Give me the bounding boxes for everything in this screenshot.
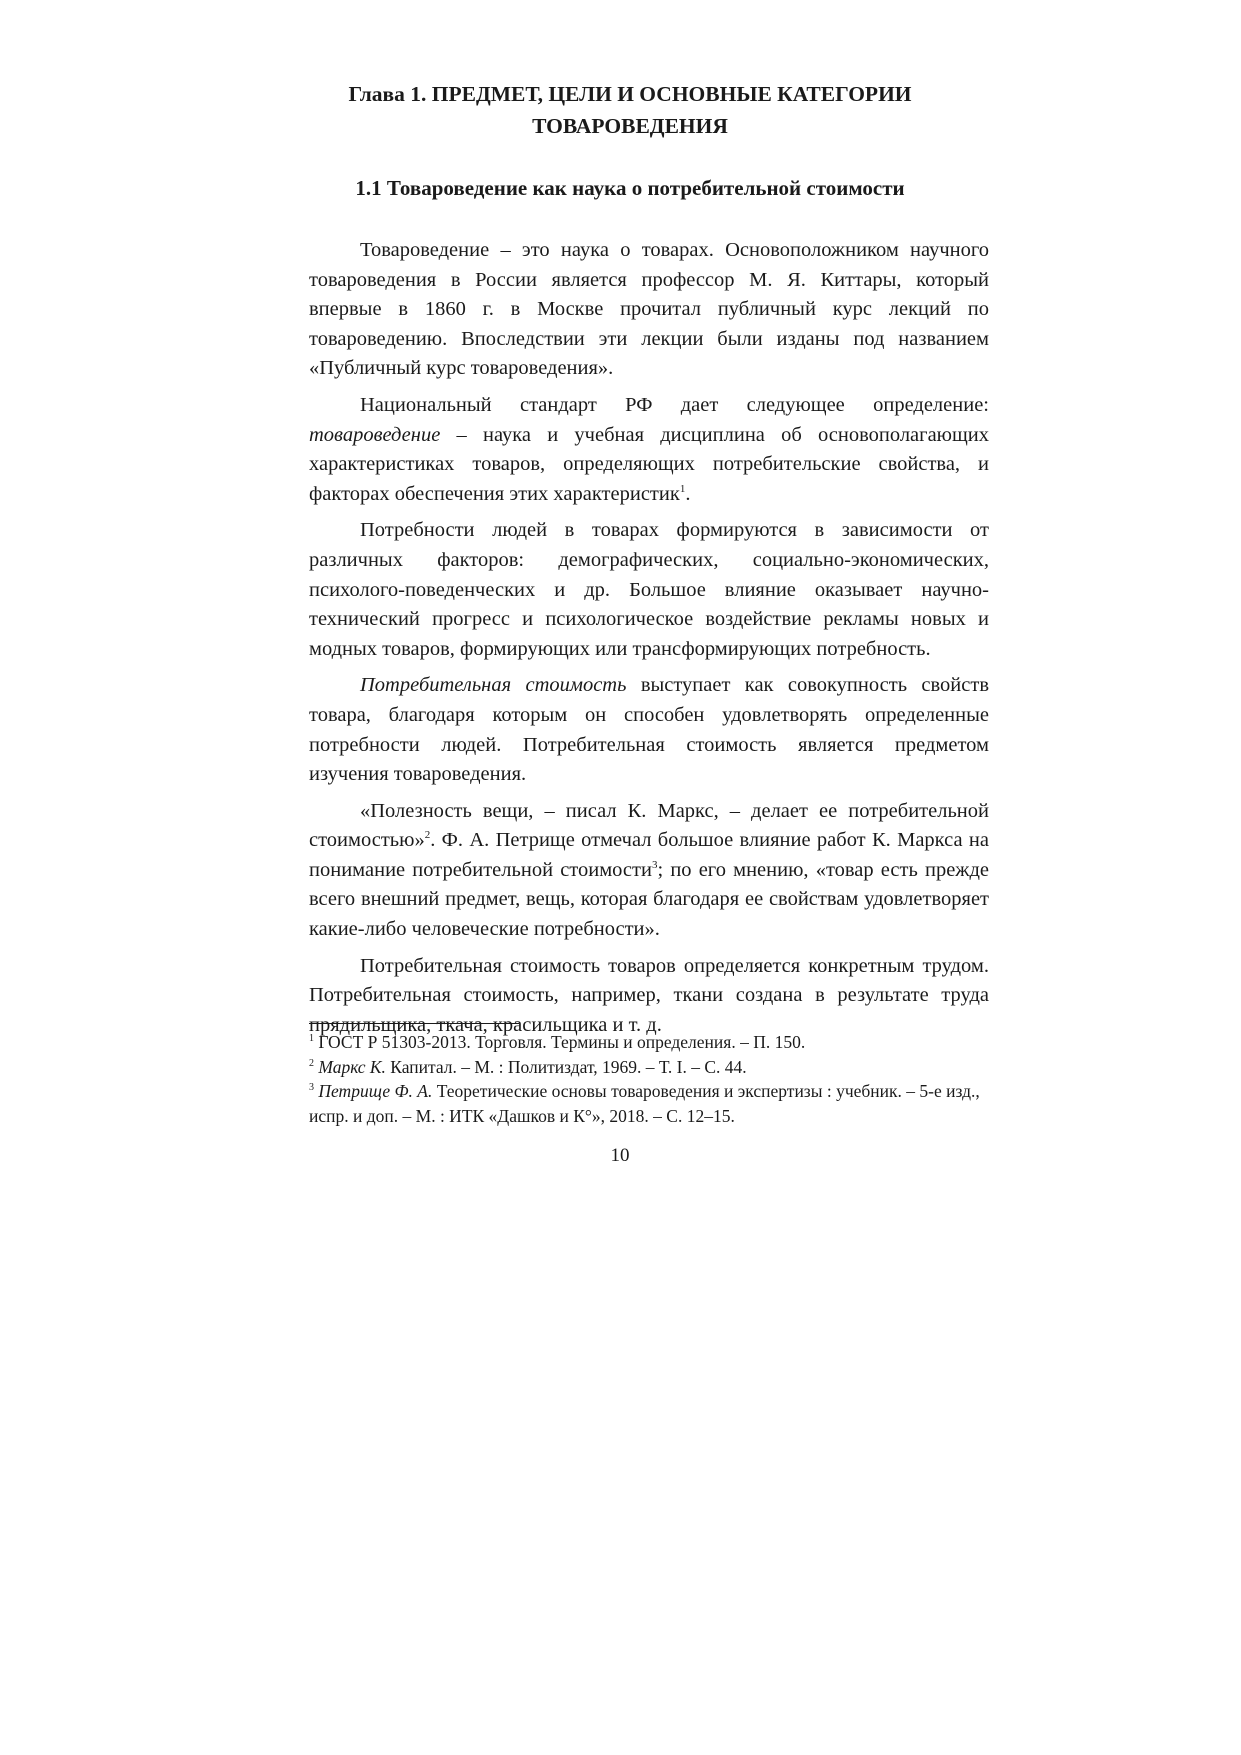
- chapter-title: [300, 78, 960, 142]
- footnote-3: $^3$ Петрище Ф. А. Теоретические основы товароведения и экспертизы : учебник. – 5-е изд., испр. и доп. – М. : ИТК «Дашков и К°», 2018. – С. 12–15.: [309, 1081, 980, 1126]
- paragraph-5: «Полезность вещи, – писал К. Маркс, – делает ее потребительной стоимостью»$^2$. Ф. А. Петрище отмечал большое влияние работ К. Маркса на понимание потребительной стоимости$^3$; по его мнению, «товар есть прежде всего внешний предмет, вещь, которая благодаря ее свойствам удовлетворяет какие-либо человеческие потребности».: [309, 799, 990, 941]
- chapter-title-line-1: Глава 1. ПРЕДМЕТ, ЦЕЛИ И ОСНОВНЫЕ КАТЕГОРИИ: [348, 82, 912, 106]
- footnote-ref-2[interactable]: 2: [424, 829, 431, 842]
- term-tovarovedenie: товароведение: [309, 423, 441, 446]
- paragraph-3: Потребности людей в товарах формируются в зависимости от различных факторов: демографических, социально-экономических, психолого-поведенческих и др. Большое влияние оказывает научно-технический прогресс и психологическое воздействие рекламы новых и модных товаров, формирующих или трансформирующих потребность.: [309, 519, 989, 660]
- footnote-2: $^2$ Маркс К. Капитал. – М. : Политиздат, 1969. – Т. I. – С. 44.: [309, 1056, 747, 1077]
- term-potrebitelnaya-stoimost: Потребительная стоимость: [360, 674, 627, 697]
- footnote-divider: [309, 1023, 519, 1024]
- section-title: 1.1 Товароведение как наука о потребительной стоимости: [355, 176, 905, 200]
- paragraph-1: Товароведение – это наука о товарах. Основоположником научного товароведения в России является профессор М. Я. Киттары, который впервые в 1860 г. в Москве прочитал публичный курс лекций по товароведению. Впоследствии эти лекции были изданы под названием «Публичный курс товароведения».: [309, 239, 989, 380]
- footnotes: [309, 1030, 989, 1128]
- chapter-title-line-2: ТОВАРОВЕДЕНИЯ: [532, 114, 728, 138]
- footnote-author: Петрище Ф. А.: [318, 1081, 433, 1101]
- paragraph-4: Потребительная стоимость выступает как совокупность свойств товара, благодаря которым он способен удовлетворять определенные потребности людей. Потребительная стоимость является предметом изучения товароведения.: [309, 674, 990, 786]
- page-number: 10: [610, 1145, 630, 1166]
- body-text: [309, 236, 989, 1047]
- paragraph-6: Потребительная стоимость товаров определяется конкретным трудом. Потребительная стоимость, например, ткани создана в результате труда прядильщика, ткача, красильщика и т. д.: [309, 954, 989, 1036]
- footnote-ref-1[interactable]: 1: [679, 482, 686, 495]
- footnote-author: Маркс К.: [318, 1056, 386, 1077]
- footnote-1: $^1$ ГОСТ Р 51303-2013. Торговля. Термины и определения. – П. 150.: [309, 1032, 806, 1052]
- paragraph-2: Национальный стандарт РФ дает следующее определение: товароведение – наука и учебная дисциплина об основополагающих характеристиках товаров, определяющих потребительские свойства, и факторах обеспечения этих характеристик$^1$.: [309, 393, 989, 505]
- footnote-ref-3[interactable]: 3: [651, 858, 658, 871]
